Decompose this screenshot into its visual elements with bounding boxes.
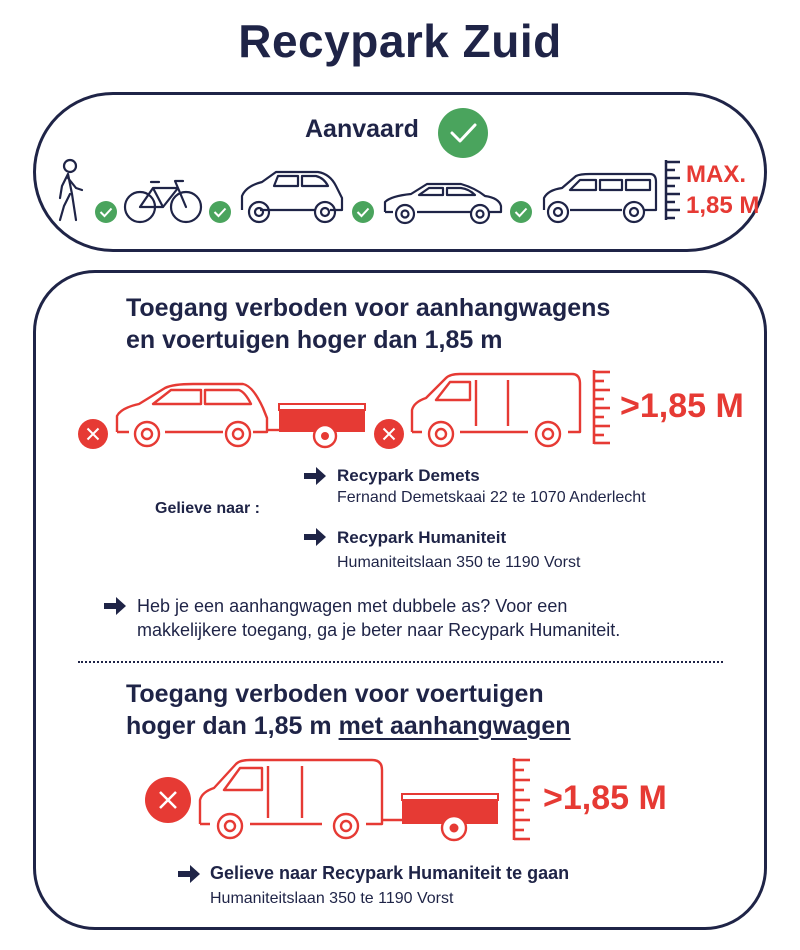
note-line1: Heb je een aanhangwagen met dubbele as? Voor een [137, 596, 568, 616]
section2-heading [126, 678, 571, 742]
section2-heading-emphasis: met aanhangwagen [338, 712, 571, 740]
double-axle-note [137, 594, 620, 642]
forbidden-icon [144, 776, 192, 824]
height-limit-label: >1,85 M [620, 387, 744, 425]
check-icon [351, 200, 375, 224]
car-with-trailer-icon [113, 380, 371, 450]
destination-address: Fernand Demetskaai 22 te 1070 Anderlecht [337, 489, 646, 506]
max-value: 1,85 M [686, 192, 760, 219]
arrow-right-icon [304, 528, 326, 546]
forbidden-icon [77, 418, 109, 450]
destination-address: Humaniteitslaan 350 te 1190 Vorst [337, 554, 581, 571]
height-ruler-icon [592, 370, 614, 444]
instruction-address: Humaniteitslaan 350 te 1190 Vorst [210, 890, 454, 907]
sedan-icon [381, 180, 505, 226]
arrow-right-icon [304, 467, 326, 485]
accepted-label: Aanvaard [305, 115, 419, 143]
instruction-text: Gelieve naar Recypark Humaniteit te gaan [210, 863, 570, 883]
arrow-right-icon [104, 597, 126, 615]
section1-heading [126, 292, 610, 356]
van-with-trailer-icon [196, 756, 506, 842]
section1-heading-line2: en voertuigen hoger dan 1,85 m [126, 326, 503, 354]
forbidden-icon [373, 418, 405, 450]
height-ruler-icon [664, 160, 684, 220]
section2-heading-line2: hoger dan 1,85 m [126, 712, 332, 740]
section2-heading-line1: Toegang verboden voor voertuigen [126, 680, 544, 708]
bicycle-icon [123, 178, 203, 224]
small-car-icon [238, 168, 346, 226]
tall-van-icon [408, 370, 586, 450]
accepted-check-icon [437, 107, 489, 159]
destination-name: Recypark Humaniteit [337, 528, 507, 547]
note-line2: makkelijkere toegang, ga je beter naar Recypark Humaniteit. [137, 620, 621, 640]
page-title: Recypark Zuid [238, 15, 562, 67]
van-icon [540, 170, 660, 226]
arrow-right-icon [178, 865, 200, 883]
check-icon [208, 200, 232, 224]
max-label: MAX. [686, 161, 746, 188]
height-limit-label: >1,85 M [543, 779, 667, 817]
check-icon [94, 200, 118, 224]
section1-heading-line1: Toegang verboden voor aanhangwagens [126, 294, 611, 322]
height-ruler-icon [512, 758, 534, 840]
destination-name: Recypark Demets [337, 466, 480, 485]
check-icon [509, 200, 533, 224]
pedestrian-icon [52, 158, 88, 224]
please-go-label: Gelieve naar : [155, 500, 260, 517]
divider [78, 661, 723, 663]
